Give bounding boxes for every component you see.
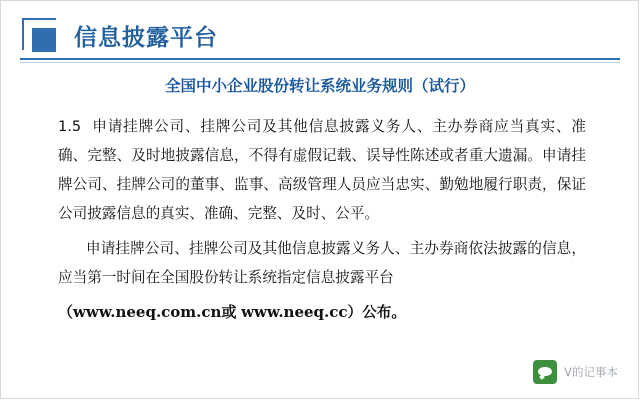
watermark-badge [533, 360, 618, 384]
url-line [58, 298, 586, 327]
header-title: 信息披露平台 [74, 25, 218, 51]
logo-square-shape [32, 28, 56, 52]
document-body [58, 112, 586, 333]
clause-paragraph-2 [58, 234, 586, 292]
wechat-icon [533, 360, 557, 384]
clause-text: 申请挂牌公司、挂牌公司及其他信息披露义务人、主办券商应当真实、准确、完整、及时地披露信息，不得有虚假记载、误导性陈述或者重大遗漏。申请挂牌公司、挂牌公司的董事、监事、高级管理人员应当忠实、勤勉地履行职责，保证公司披露信息的真实、准确、完整、及时、公平。 [58, 118, 586, 222]
url-conjunction: 或 [221, 303, 237, 321]
url-prefix: （ [58, 303, 74, 321]
slide-header [0, 8, 640, 62]
neeq-url-secondary[interactable]: www.neeq.cc [241, 303, 348, 321]
header-divider-thin [20, 62, 620, 63]
watermark-label: V的记事本 [564, 365, 618, 379]
clause-text-2: 申请挂牌公司、挂牌公司及其他信息披露义务人、主办券商依法披露的信息，应当第一时间在全国股份转让系统指定信息披露平台 [58, 240, 586, 286]
clause-number: 1.5 [58, 118, 82, 135]
clause-paragraph-1 [58, 112, 586, 228]
header-divider [20, 58, 620, 60]
document-title: 全国中小企业股份转让系统业务规则（试行） [164, 77, 475, 95]
platform-logo-icon [22, 18, 58, 52]
url-suffix: ）公布。 [347, 304, 406, 321]
neeq-url-primary[interactable]: www.neeq.com.cn [73, 303, 222, 321]
